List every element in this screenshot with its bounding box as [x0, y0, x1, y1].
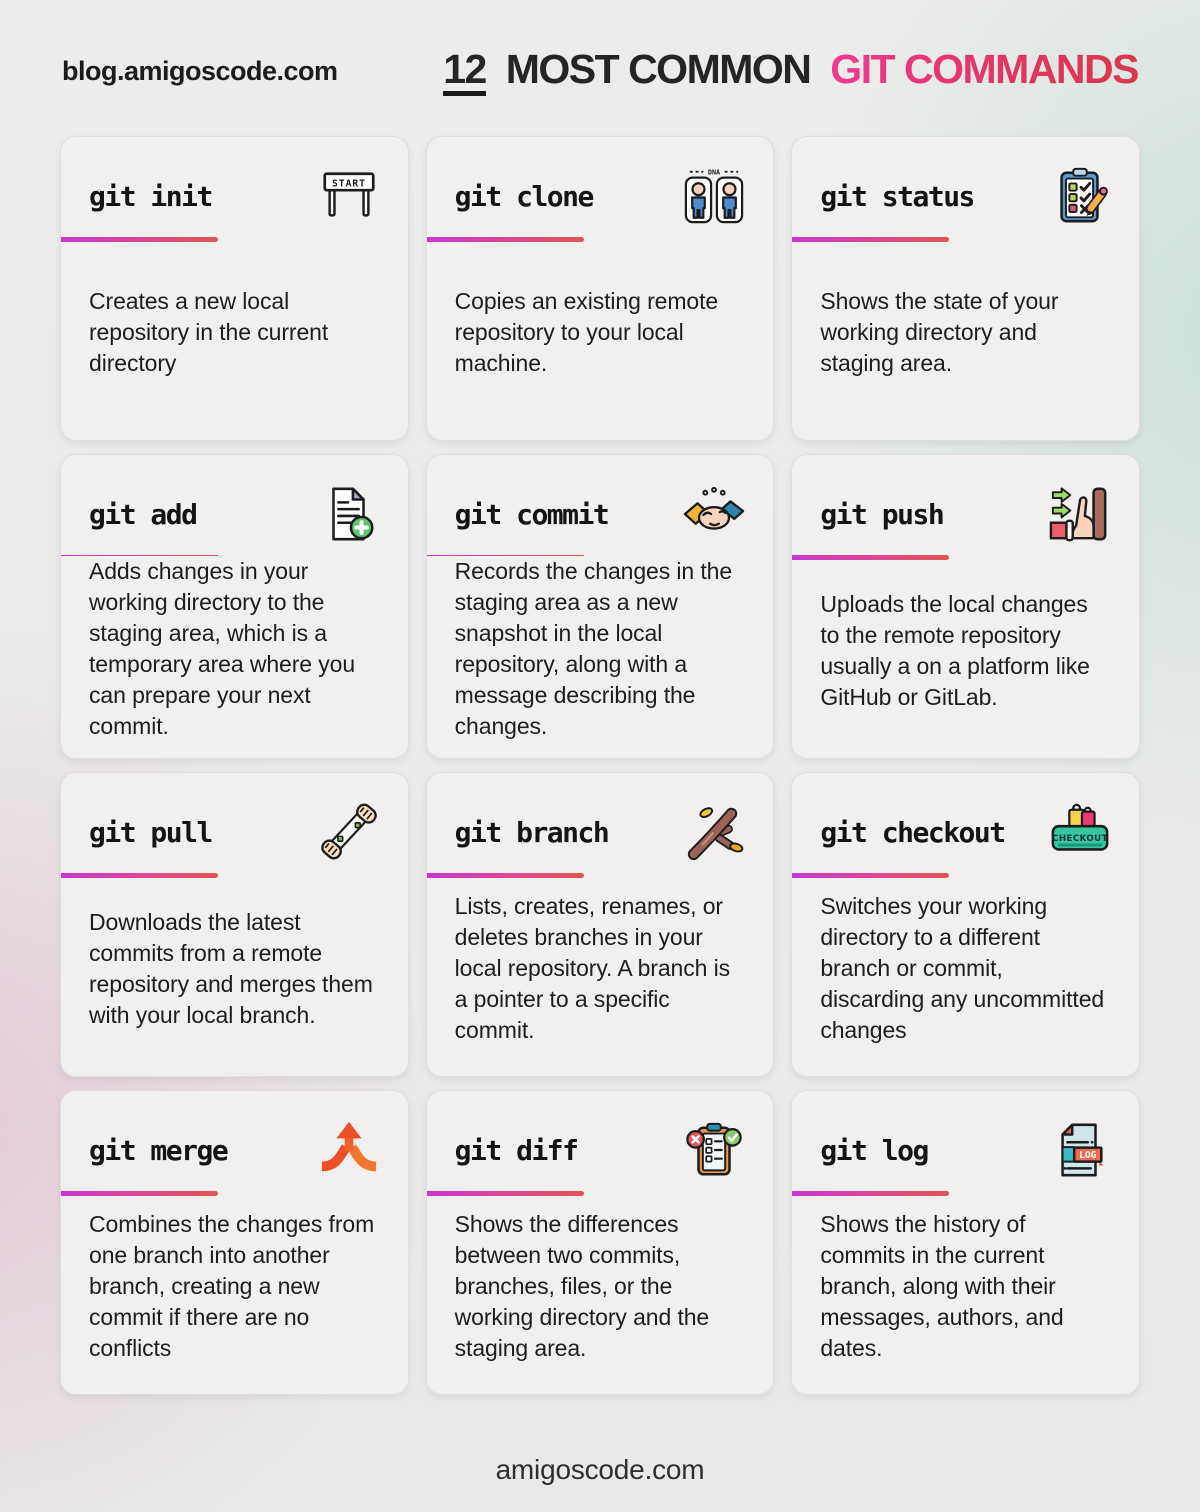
checklist-clipboard-icon: [1049, 165, 1111, 227]
tree-branch-icon: [683, 801, 745, 863]
command-title: git commit: [454, 497, 609, 531]
commands-grid: [60, 136, 1140, 1395]
command-description: Records the changes in the staging area as a new snapshot in the local repository, along with a message describing the changes.: [454, 558, 733, 739]
merge-arrow-icon: [318, 1119, 380, 1181]
card-git-push: [791, 454, 1140, 759]
command-title: git diff: [454, 1133, 578, 1167]
card-git-init: [60, 136, 409, 441]
command-title: git merge: [89, 1133, 228, 1167]
checkout-button-label: CHECKOUT: [1052, 834, 1108, 845]
command-title: git log: [820, 1133, 928, 1167]
push-hand-icon: [1049, 483, 1111, 545]
log-file-icon: [1049, 1119, 1111, 1181]
card-git-commit: [426, 454, 775, 759]
pull-hands-icon: [318, 801, 380, 863]
card-git-merge: [60, 1090, 409, 1395]
command-description: Downloads the latest commits from a remote repository and merges them with your local branch.: [89, 908, 373, 1028]
command-description: Adds changes in your working directory to the staging area, which is a temporary area where you can prepare your next commit.: [89, 558, 356, 739]
card-git-add: [60, 454, 409, 759]
card-git-diff: [426, 1090, 775, 1395]
document-add-icon: [318, 483, 380, 545]
command-description: Switches your working directory to a different branch or commit, discarding any uncommitted changes: [820, 893, 1105, 1044]
card-git-status: [791, 136, 1140, 441]
checkout-button-icon: [1049, 801, 1111, 863]
start-banner-label: START: [331, 178, 366, 190]
command-title: git pull: [89, 815, 212, 849]
handshake-icon: [683, 483, 745, 545]
clone-label: DNA: [708, 168, 721, 177]
command-description: Creates a new local repository in the current directory: [89, 288, 329, 377]
title-number: 12: [443, 49, 486, 96]
card-git-pull: [60, 772, 409, 1077]
command-title: git status: [820, 179, 974, 213]
card-git-branch: [426, 772, 775, 1077]
command-title: git clone: [454, 179, 593, 213]
log-label: LOG: [1078, 1150, 1097, 1162]
title-main: MOST COMMON: [505, 46, 811, 92]
diff-clipboard-icon: [683, 1119, 745, 1181]
command-description: Copies an existing remote repository to your local machine.: [454, 288, 719, 377]
command-description: Uploads the local changes to the remote repository usually a on a platform like GitHub or GitLab.: [820, 590, 1090, 710]
command-description: Shows the state of your working directory and staging area.: [820, 288, 1059, 377]
command-description: Lists, creates, renames, or deletes branches in your local repository. A branch is a pointer to a specific commit.: [454, 893, 731, 1044]
card-git-log: [791, 1090, 1140, 1395]
command-title: git add: [89, 497, 197, 531]
page-title: [443, 46, 1138, 96]
command-title: git init: [89, 179, 212, 213]
command-description: Shows the history of commits in the current branch, along with their messages, authors, and dates.: [820, 1211, 1064, 1362]
card-git-checkout: [791, 772, 1140, 1077]
card-git-clone: [426, 136, 775, 441]
title-accent: GIT COMMANDS: [830, 46, 1138, 92]
command-description: Shows the differences between two commits, branches, files, or the working directory and the staging area.: [454, 1211, 710, 1362]
site-url: blog.amigoscode.com: [62, 55, 338, 86]
start-banner-icon: [318, 165, 380, 227]
footer-url: amigoscode.com: [495, 1454, 705, 1485]
command-title: git branch: [454, 815, 609, 849]
clone-people-icon: [683, 165, 745, 227]
header: [0, 0, 1200, 96]
command-title: git checkout: [820, 815, 1005, 849]
command-title: git push: [820, 497, 944, 531]
command-description: Combines the changes from one branch into another branch, creating a new commit if there are no conflicts: [89, 1211, 375, 1362]
